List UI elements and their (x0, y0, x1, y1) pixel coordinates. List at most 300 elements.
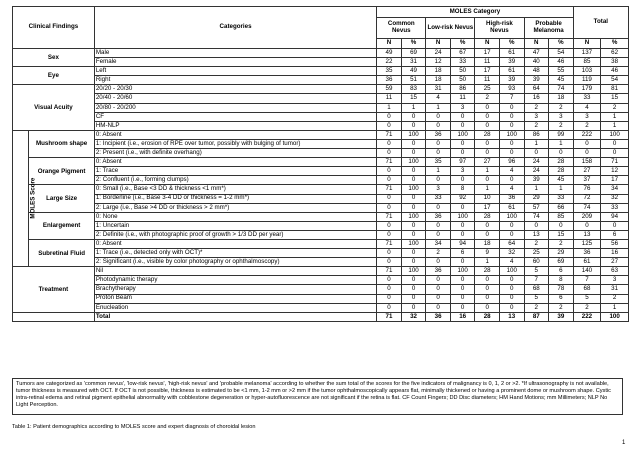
value-cell: 100 (450, 212, 475, 221)
finding-label: Orange Pigment (29, 158, 94, 185)
value-cell: 0 (377, 149, 402, 158)
value-cell: 2 (524, 239, 549, 248)
value-cell: 0 (377, 121, 402, 130)
value-cell: 83 (401, 85, 426, 94)
value-cell: 222 (573, 130, 601, 139)
table-row (13, 94, 629, 103)
value-cell: 33 (549, 194, 574, 203)
value-cell: 13 (573, 230, 601, 239)
value-cell: 1 (426, 167, 451, 176)
category-cell: 1: Trace (i.e., detected only with OCT)* (94, 249, 376, 258)
value-cell: 209 (573, 212, 601, 221)
header-pct: % (499, 39, 524, 49)
value-cell: 125 (573, 239, 601, 248)
total-label: Total (94, 312, 376, 321)
category-cell: 1: Incipient (i.e., erosion of RPE over tumor, possibly with bulging of tumor) (94, 139, 376, 148)
value-cell: 74 (573, 203, 601, 212)
value-cell: 85 (573, 58, 601, 67)
value-cell: 0 (499, 294, 524, 303)
header-group-probable-melanoma: Probable Melanoma (524, 18, 573, 39)
value-cell: 2 (524, 303, 549, 312)
value-cell: 0 (601, 139, 629, 148)
category-cell: Enucleation (94, 303, 376, 312)
category-cell: 0: Absent (94, 239, 376, 248)
value-cell: 0 (450, 112, 475, 121)
value-cell: 1 (475, 185, 500, 194)
value-cell: 2 (573, 121, 601, 130)
value-cell: 63 (601, 267, 629, 276)
table-row (13, 194, 629, 203)
table-row (13, 121, 629, 130)
total-row-blank (13, 312, 95, 321)
value-cell: 0 (377, 258, 402, 267)
value-cell: 3 (573, 112, 601, 121)
moles-score-text: MOLES Score (29, 178, 37, 219)
value-cell: 39 (524, 76, 549, 85)
category-cell: 2: Definite (i.e., with photographic proof of growth > 1/3 DD per year) (94, 230, 376, 239)
table-row (13, 103, 629, 112)
table-row (13, 85, 629, 94)
value-cell: 92 (450, 194, 475, 203)
value-cell: 39 (499, 58, 524, 67)
value-cell: 0 (377, 167, 402, 176)
value-cell: 28 (475, 212, 500, 221)
value-cell: 51 (401, 76, 426, 85)
value-cell: 100 (401, 212, 426, 221)
page-number: 1 (622, 440, 626, 446)
header-n: N (426, 39, 451, 49)
table-row (13, 112, 629, 121)
header-n: N (377, 39, 402, 49)
value-cell: 0 (426, 139, 451, 148)
value-cell: 5 (524, 294, 549, 303)
value-cell: 27 (475, 158, 500, 167)
value-cell: 8 (549, 276, 574, 285)
value-cell: 18 (549, 94, 574, 103)
header-categories: Categories (94, 7, 376, 49)
category-cell: 20/40 - 20/60 (94, 94, 376, 103)
value-cell: 28 (475, 130, 500, 139)
value-cell: 0 (426, 294, 451, 303)
value-cell: 38 (601, 58, 629, 67)
value-cell: 0 (377, 203, 402, 212)
value-cell: 0 (401, 149, 426, 158)
value-cell: 54 (549, 49, 574, 58)
value-cell: 66 (549, 203, 574, 212)
category-cell: 1: Uncertain (94, 221, 376, 230)
value-cell: 11 (475, 76, 500, 85)
category-cell: CF (94, 112, 376, 121)
value-cell: 29 (524, 194, 549, 203)
value-cell: 71 (377, 185, 402, 194)
value-cell: 62 (601, 49, 629, 58)
header-group-common-nevus: Common Nevus (377, 18, 426, 39)
category-cell: Left (94, 67, 376, 76)
value-cell: 0 (377, 285, 402, 294)
value-cell: 4 (499, 167, 524, 176)
value-cell: 11 (450, 94, 475, 103)
value-cell: 36 (426, 212, 451, 221)
value-cell: 0 (426, 230, 451, 239)
value-cell: 5 (524, 267, 549, 276)
value-cell: 34 (426, 239, 451, 248)
value-cell: 76 (573, 185, 601, 194)
value-cell: 47 (524, 49, 549, 58)
value-cell: 0 (401, 167, 426, 176)
value-cell: 16 (524, 94, 549, 103)
value-cell: 2 (524, 121, 549, 130)
value-cell: 2 (524, 103, 549, 112)
value-cell: 16 (601, 249, 629, 258)
total-value-cell: 32 (401, 312, 426, 321)
value-cell: 0 (401, 139, 426, 148)
value-cell: 29 (549, 249, 574, 258)
value-cell: 100 (450, 130, 475, 139)
value-cell: 3 (524, 112, 549, 121)
value-cell: 0 (377, 230, 402, 239)
value-cell: 39 (524, 176, 549, 185)
value-cell: 0 (499, 285, 524, 294)
value-cell: 0 (475, 294, 500, 303)
table-row (13, 285, 629, 294)
value-cell: 0 (475, 149, 500, 158)
category-cell: 0: Small (i.e., Base <3 DD & thickness <1 mm*) (94, 185, 376, 194)
value-cell: 0 (426, 221, 451, 230)
value-cell: 0 (450, 303, 475, 312)
value-cell: 1 (549, 139, 574, 148)
value-cell: 6 (601, 230, 629, 239)
demographics-table (12, 6, 629, 322)
value-cell: 15 (601, 94, 629, 103)
value-cell: 0 (426, 276, 451, 285)
table-row (13, 49, 629, 58)
table-row (13, 212, 629, 221)
finding-label: Subretinal Fluid (29, 239, 94, 266)
table-row (13, 76, 629, 85)
value-cell: 0 (499, 230, 524, 239)
table-row (13, 176, 629, 185)
value-cell: 46 (549, 58, 574, 67)
value-cell: 45 (549, 76, 574, 85)
value-cell: 0 (377, 276, 402, 285)
value-cell: 11 (377, 94, 402, 103)
value-cell: 55 (549, 67, 574, 76)
value-cell: 1 (601, 112, 629, 121)
value-cell: 100 (401, 267, 426, 276)
header-n: N (573, 39, 601, 49)
value-cell: 18 (426, 67, 451, 76)
value-cell: 0 (499, 103, 524, 112)
value-cell: 25 (524, 249, 549, 258)
value-cell: 56 (601, 239, 629, 248)
category-cell: Female (94, 58, 376, 67)
finding-label: Sex (13, 49, 95, 67)
value-cell: 40 (524, 58, 549, 67)
value-cell: 3 (450, 103, 475, 112)
value-cell: 1 (401, 103, 426, 112)
value-cell: 0 (601, 221, 629, 230)
value-cell: 61 (573, 258, 601, 267)
header-pct: % (450, 39, 475, 49)
value-cell: 36 (426, 267, 451, 276)
value-cell: 50 (450, 76, 475, 85)
table-row (13, 167, 629, 176)
value-cell: 36 (426, 130, 451, 139)
value-cell: 86 (450, 85, 475, 94)
category-cell: HM-NLP (94, 121, 376, 130)
value-cell: 11 (475, 58, 500, 67)
value-cell: 71 (377, 239, 402, 248)
table-caption: Table 1: Patient demographics according to MOLES score and expert diagnosis of choroidal lesion (12, 424, 256, 430)
value-cell: 68 (573, 285, 601, 294)
value-cell: 100 (499, 267, 524, 276)
finding-label: Large Size (29, 185, 94, 212)
table-row (13, 139, 629, 148)
value-cell: 17 (601, 176, 629, 185)
value-cell: 3 (549, 112, 574, 121)
value-cell: 31 (401, 58, 426, 67)
value-cell: 24 (426, 49, 451, 58)
value-cell: 100 (401, 130, 426, 139)
value-cell: 93 (499, 85, 524, 94)
total-value-cell: 13 (499, 312, 524, 321)
value-cell: 25 (475, 85, 500, 94)
value-cell: 0 (450, 139, 475, 148)
value-cell: 33 (450, 58, 475, 67)
value-cell: 32 (499, 249, 524, 258)
value-cell: 64 (524, 85, 549, 94)
value-cell: 0 (499, 176, 524, 185)
finding-label: Eye (13, 67, 95, 85)
finding-label: Treatment (13, 267, 95, 312)
value-cell: 7 (573, 276, 601, 285)
value-cell: 0 (524, 149, 549, 158)
value-cell: 0 (499, 112, 524, 121)
value-cell: 48 (524, 67, 549, 76)
value-cell: 140 (573, 267, 601, 276)
category-cell: Male (94, 49, 376, 58)
value-cell: 7 (499, 94, 524, 103)
value-cell: 24 (524, 158, 549, 167)
category-cell: 1: Trace (94, 167, 376, 176)
value-cell: 7 (524, 276, 549, 285)
total-value-cell: 36 (426, 312, 451, 321)
value-cell: 50 (450, 67, 475, 76)
value-cell: 33 (426, 194, 451, 203)
table-row (13, 276, 629, 285)
table-row (13, 158, 629, 167)
category-cell: 20/20 - 20/30 (94, 85, 376, 94)
value-cell: 0 (499, 121, 524, 130)
value-cell: 0 (499, 303, 524, 312)
value-cell: 0 (377, 139, 402, 148)
value-cell: 0 (475, 112, 500, 121)
table-row (13, 67, 629, 76)
value-cell: 96 (499, 158, 524, 167)
value-cell: 0 (377, 112, 402, 121)
value-cell: 12 (601, 167, 629, 176)
header-clinical-findings: Clinical Findings (13, 7, 95, 49)
table-body (13, 49, 629, 322)
value-cell: 94 (601, 212, 629, 221)
table-row (13, 258, 629, 267)
value-cell: 15 (549, 230, 574, 239)
value-cell: 0 (426, 285, 451, 294)
table-row (13, 239, 629, 248)
value-cell: 0 (401, 230, 426, 239)
value-cell: 6 (549, 267, 574, 276)
category-cell: Right (94, 76, 376, 85)
value-cell: 103 (573, 67, 601, 76)
value-cell: 28 (475, 267, 500, 276)
total-value-cell: 100 (601, 312, 629, 321)
value-cell: 36 (499, 194, 524, 203)
value-cell: 0 (401, 112, 426, 121)
table-row (13, 249, 629, 258)
value-cell: 0 (475, 230, 500, 239)
value-cell: 68 (524, 285, 549, 294)
value-cell: 4 (426, 94, 451, 103)
value-cell: 2 (549, 103, 574, 112)
value-cell: 97 (450, 158, 475, 167)
value-cell: 61 (499, 67, 524, 76)
moles-score-label (13, 130, 37, 266)
value-cell: 100 (499, 130, 524, 139)
category-cell: 2: Confluent (i.e., forming clumps) (94, 176, 376, 185)
value-cell: 0 (401, 294, 426, 303)
category-cell: Proton Beam (94, 294, 376, 303)
value-cell: 0 (573, 221, 601, 230)
value-cell: 33 (573, 94, 601, 103)
value-cell: 0 (450, 258, 475, 267)
value-cell: 3 (450, 167, 475, 176)
value-cell: 86 (524, 130, 549, 139)
table-footnote: Tumors are categorized as 'common nevus', 'low-risk nevus', 'high-risk nevus' and 'probable melanoma' according to whether the sum total of the scores for the five indicators of malignancy is 0, 1, 2 or >2. *If ultrasonography is not available, tumor thickness is measured with OCT. If OCT is not possible, thickness is estimated to be <1 mm, 1-2 mm or >2 mm if the tumor ophthalmoscopically appears flat, minimally thickened or having a prominent dome or mushroom shape. Cystic intra-retinal edema and retinal pigment epithelial abnormality with cobblestone degeneration or hyper-autofluorescence are not significant if the retina is flat. CF Count Fingers; DD Disc diameters; HM Hand Motions; mm Millimeters; NLP No Light Perception. (12, 378, 623, 415)
value-cell: 12 (426, 58, 451, 67)
value-cell: 74 (549, 85, 574, 94)
value-cell: 35 (377, 67, 402, 76)
value-cell: 31 (601, 285, 629, 294)
value-cell: 94 (450, 239, 475, 248)
header-n: N (524, 39, 549, 49)
finding-label: Visual Acuity (13, 85, 95, 130)
table-row (13, 230, 629, 239)
value-cell: 0 (401, 121, 426, 130)
value-cell: 0 (475, 121, 500, 130)
value-cell: 22 (377, 58, 402, 67)
value-cell: 0 (499, 221, 524, 230)
value-cell: 0 (475, 303, 500, 312)
finding-label: Enlargement (29, 212, 94, 239)
value-cell: 0 (475, 103, 500, 112)
value-cell: 100 (401, 185, 426, 194)
value-cell: 0 (426, 112, 451, 121)
total-row (13, 312, 629, 321)
value-cell: 100 (401, 239, 426, 248)
value-cell: 31 (426, 85, 451, 94)
value-cell: 0 (377, 194, 402, 203)
value-cell: 81 (601, 85, 629, 94)
table-row (13, 221, 629, 230)
value-cell: 0 (475, 285, 500, 294)
value-cell: 179 (573, 85, 601, 94)
value-cell: 24 (524, 167, 549, 176)
table-row (13, 185, 629, 194)
value-cell: 0 (475, 139, 500, 148)
table-row (13, 149, 629, 158)
value-cell: 1 (426, 103, 451, 112)
value-cell: 0 (549, 149, 574, 158)
value-cell: 0 (401, 303, 426, 312)
total-value-cell: 222 (573, 312, 601, 321)
value-cell: 1 (377, 103, 402, 112)
value-cell: 137 (573, 49, 601, 58)
value-cell: 100 (601, 130, 629, 139)
total-value-cell: 28 (475, 312, 500, 321)
value-cell: 18 (426, 76, 451, 85)
value-cell: 0 (450, 230, 475, 239)
value-cell: 37 (573, 176, 601, 185)
header-moles-category: MOLES Category (377, 7, 573, 18)
value-cell: 0 (377, 221, 402, 230)
value-cell: 59 (377, 85, 402, 94)
value-cell: 69 (401, 49, 426, 58)
value-cell: 74 (524, 212, 549, 221)
total-value-cell: 39 (549, 312, 574, 321)
value-cell: 0 (401, 176, 426, 185)
value-cell: 0 (426, 303, 451, 312)
value-cell: 2 (426, 249, 451, 258)
value-cell: 0 (377, 303, 402, 312)
value-cell: 17 (475, 67, 500, 76)
value-cell: 6 (549, 294, 574, 303)
value-cell: 8 (450, 185, 475, 194)
value-cell: 100 (499, 212, 524, 221)
value-cell: 71 (601, 158, 629, 167)
value-cell: 32 (601, 194, 629, 203)
value-cell: 2 (601, 294, 629, 303)
value-cell: 1 (549, 185, 574, 194)
value-cell: 0 (450, 176, 475, 185)
value-cell: 0 (450, 203, 475, 212)
value-cell: 0 (377, 294, 402, 303)
value-cell: 35 (426, 158, 451, 167)
value-cell: 0 (426, 176, 451, 185)
category-cell: Brachytherapy (94, 285, 376, 294)
value-cell: 1 (601, 121, 629, 130)
value-cell: 1 (601, 303, 629, 312)
category-cell: 0: Absent (94, 158, 376, 167)
value-cell: 0 (450, 276, 475, 285)
table-row (13, 203, 629, 212)
value-cell: 36 (573, 249, 601, 258)
value-cell: 9 (475, 249, 500, 258)
value-cell: 1 (475, 167, 500, 176)
value-cell: 71 (377, 212, 402, 221)
value-cell: 100 (450, 267, 475, 276)
value-cell: 0 (426, 121, 451, 130)
category-cell: 2: Present (i.e., with definite overhang) (94, 149, 376, 158)
value-cell: 64 (499, 239, 524, 248)
value-cell: 27 (573, 167, 601, 176)
value-cell: 10 (475, 194, 500, 203)
value-cell: 99 (549, 130, 574, 139)
value-cell: 39 (499, 76, 524, 85)
header-group-low-risk-nevus: Low-risk Nevus (426, 18, 475, 39)
value-cell: 27 (601, 258, 629, 267)
value-cell: 0 (475, 276, 500, 285)
header-total: Total (573, 7, 628, 39)
